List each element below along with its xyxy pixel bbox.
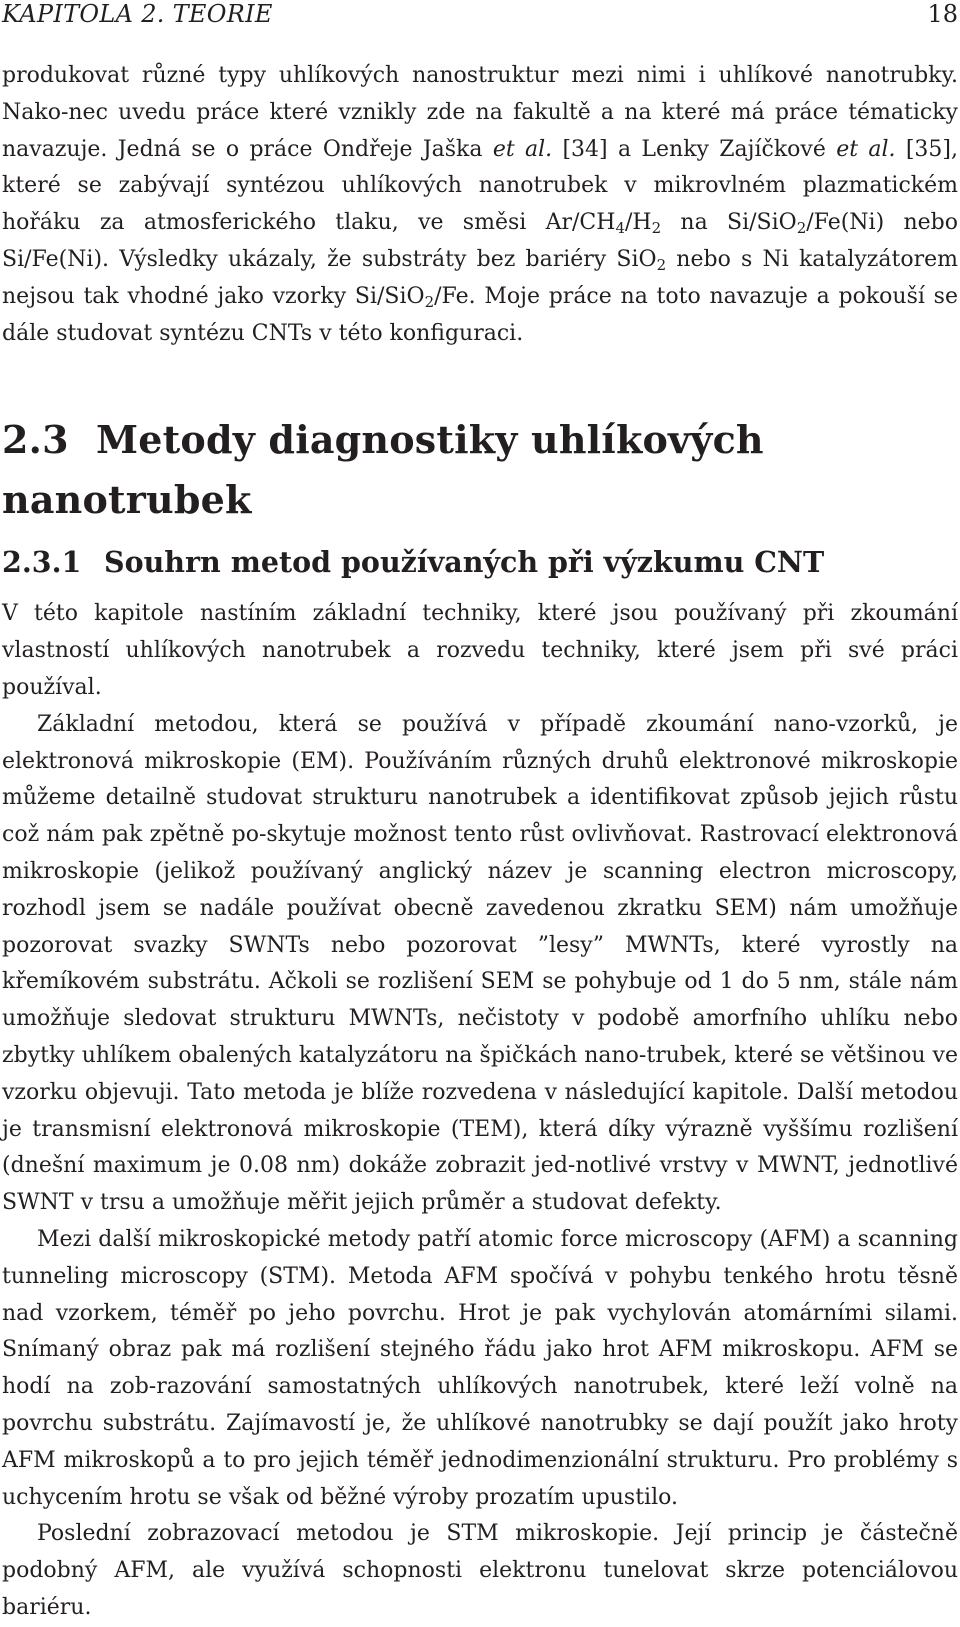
section-title: Metody diagnostiky uhlíkových nanotrubek [2, 417, 764, 523]
body-paragraph: V této kapitole nastíním základní techniky, které jsou používaný při zkoumání vlastností uhlíkových nanotrubek a rozvedu techniky, které jsem při své práci používal. [2, 601, 958, 700]
running-header [0, 0, 960, 30]
chapter-heading: KAPITOLA 2. TEORIE [2, 0, 273, 28]
subsection-number: 2.3.1 [2, 545, 82, 580]
page-number: 18 [927, 0, 958, 28]
subsection-heading [2, 536, 958, 588]
section-heading [2, 410, 958, 530]
subsection-title: Souhrn metod používaných při výzkumu CNT [104, 545, 825, 580]
body-paragraph: Mezi další mikroskopické metody patří atomic force microscopy (AFM) a scanning tunneling microscopy (STM). Metoda AFM spočívá v pohybu tenkého hrotu těsně nad vzorkem, téměř po jeho povrchu. Hrot je pak vychylován atomárními silami. Snímaný obraz pak má rozlišení stejného řádu jako hrot AFM mikroskopu. AFM se hodí na zob-razování samostatných uhlíkových nanotrubek, které leží volně na povrchu substrátu. Zajímavostí je, že uhlíkové nanotrubky se dají použít jako hroty AFM mikroskopů a to pro jejich téměř jednodimenzionální strukturu. Pro problémy s uchycením hrotu se však od běžné výroby prozatím upustilo. [2, 1226, 958, 1510]
body-paragraph: Poslední zobrazovací metodou je STM mikroskopie. Její princip je částečně podobný AFM, ale využívá schopnosti elektronu tunelovat skrze potenciálovou bariéru. [2, 1521, 958, 1620]
page-body [2, 58, 958, 1627]
section-number: 2.3 [2, 417, 69, 463]
intro-paragraph: produkovat různé typy uhlíkových nanostruktur mezi nimi i uhlíkové nanotrubky. Nako-nec uvedu práce které vznikly zde na fakultě a na které má práce tématicky navazuje. Jedná se o práce Ondřeje Jaška et al. [34] a Lenky Zajíčkové et al. [35], které se zabývají syntézou uhlíkových nanotrubek v mikrovlném plazmatickém hořáku za atmosferického tlaku, ve směsi $Ar/CH_4/H_2$ na Si/SiO$_2$/Fe(Ni) nebo Si/Fe(Ni). Výsledky ukázaly, že substráty bez bariéry SiO$_2$ nebo s Ni katalyzátorem nejsou tak vhodné jako vzorky Si/SiO$_2$/Fe. Moje práce na toto navazuje a pokouší se dále studovat syntézu CNTs v této konfiguraci. [2, 63, 959, 346]
body-paragraph: Základní metodou, která se používá v případě zkoumání nano-vzorků, je elektronová mikroskopie (EM). Používáním různých druhů elektronové mikroskopie můžeme detailně studovat strukturu nanotrubek a identifikovat způsob jejich růstu což nám pak zpětně po-skytuje možnost tento růst ovlivňovat. Rastrovací elektronová mikroskopie (jelikož používaný anglický název je scanning electron microscopy, rozhodl jsem se nadále používat obecně zavedenou zkratku SEM) nám umožňuje pozorovat svazky SWNTs nebo pozorovat ”lesy” MWNTs, které vyrostly na křemíkovém substrátu. Ačkoli se rozlišení SEM se pohybuje od 1 do 5 nm, stále nám umožňuje sledovat strukturu MWNTs, nečistoty v podobě amorfního uhlíku nebo zbytky uhlíkem obalených katalyzátoru na špičkách nano-trubek, které se většinou ve vzorku objevuji. Tato metoda je blíže rozvedena v následující kapitole. Další metodou je transmisní elektronová mikroskopie (TEM), která díky výrazně vyššímu rozlišení (dnešní maximum je 0.08 nm) dokáže zobrazit jed-notlivé vrstvy v MWNT, jednotlivé SWNT v trsu a umožňuje měřit jejich průměr a studovat defekty. [2, 711, 958, 1216]
